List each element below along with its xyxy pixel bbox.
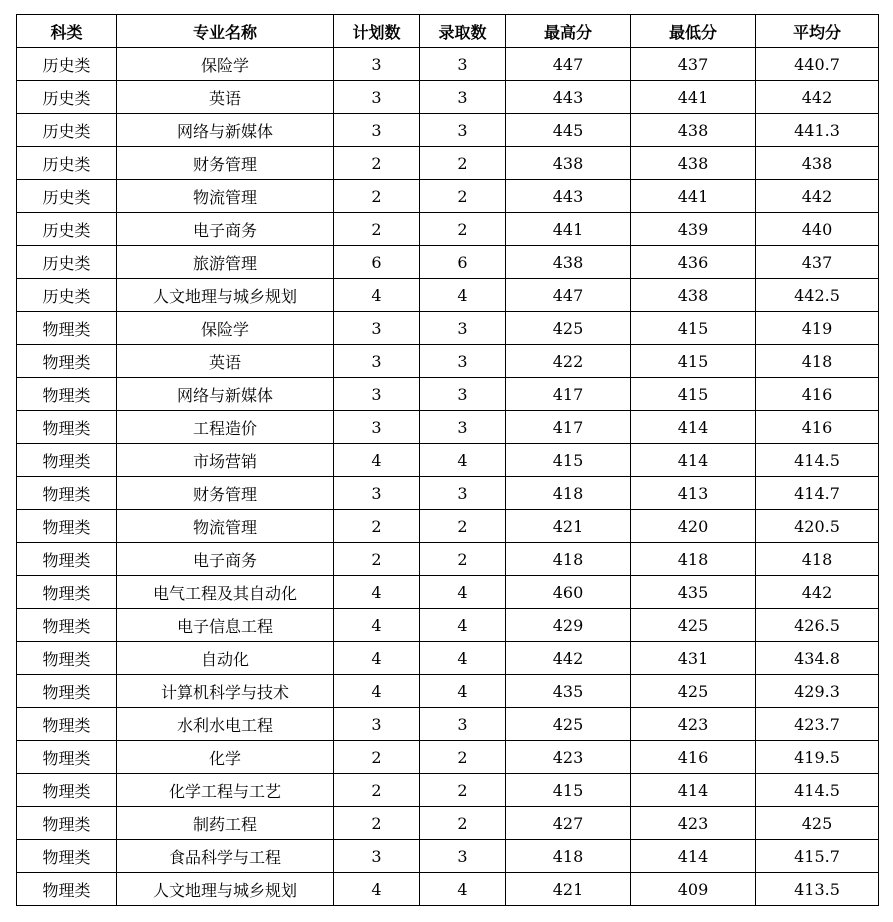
min-score-cell: 423 (631, 708, 756, 741)
major-cell: 电气工程及其自动化 (117, 576, 334, 609)
table-row (17, 477, 879, 510)
max-score-cell: 418 (506, 840, 631, 873)
table-row (17, 609, 879, 642)
avg-score-cell: 434.8 (756, 642, 879, 675)
avg-score-cell: 429.3 (756, 675, 879, 708)
avg-score-cell: 442 (756, 180, 879, 213)
max-score-cell: 438 (506, 147, 631, 180)
table-row (17, 378, 879, 411)
category-cell: 物理类 (17, 444, 117, 477)
category-cell: 历史类 (17, 114, 117, 147)
table-row (17, 543, 879, 576)
plan-count-cell: 3 (334, 81, 420, 114)
min-score-cell: 441 (631, 180, 756, 213)
admit-count-cell: 2 (420, 510, 506, 543)
avg-score-cell: 416 (756, 378, 879, 411)
major-cell: 英语 (117, 345, 334, 378)
min-score-cell: 438 (631, 147, 756, 180)
min-score-cell: 439 (631, 213, 756, 246)
table-row (17, 444, 879, 477)
max-score-cell: 417 (506, 378, 631, 411)
category-cell: 历史类 (17, 147, 117, 180)
major-cell: 人文地理与城乡规划 (117, 873, 334, 906)
header-max-score: 最高分 (506, 15, 631, 48)
major-cell: 工程造价 (117, 411, 334, 444)
category-cell: 物理类 (17, 642, 117, 675)
plan-count-cell: 2 (334, 213, 420, 246)
plan-count-cell: 2 (334, 741, 420, 774)
min-score-cell: 413 (631, 477, 756, 510)
max-score-cell: 415 (506, 774, 631, 807)
table-row (17, 180, 879, 213)
major-cell: 化学工程与工艺 (117, 774, 334, 807)
avg-score-cell: 426.5 (756, 609, 879, 642)
table-row (17, 741, 879, 774)
avg-score-cell: 418 (756, 543, 879, 576)
admit-count-cell: 2 (420, 213, 506, 246)
avg-score-cell: 440.7 (756, 48, 879, 81)
plan-count-cell: 3 (334, 708, 420, 741)
min-score-cell: 436 (631, 246, 756, 279)
major-cell: 制药工程 (117, 807, 334, 840)
max-score-cell: 417 (506, 411, 631, 444)
admit-count-cell: 2 (420, 180, 506, 213)
category-cell: 物理类 (17, 741, 117, 774)
admit-count-cell: 4 (420, 609, 506, 642)
admit-count-cell: 3 (420, 345, 506, 378)
avg-score-cell: 413.5 (756, 873, 879, 906)
avg-score-cell: 442 (756, 576, 879, 609)
plan-count-cell: 6 (334, 246, 420, 279)
plan-count-cell: 3 (334, 477, 420, 510)
category-cell: 物理类 (17, 609, 117, 642)
plan-count-cell: 2 (334, 510, 420, 543)
major-cell: 英语 (117, 81, 334, 114)
category-cell: 物理类 (17, 477, 117, 510)
category-cell: 物理类 (17, 840, 117, 873)
category-cell: 物理类 (17, 411, 117, 444)
table-row (17, 48, 879, 81)
avg-score-cell: 440 (756, 213, 879, 246)
major-cell: 财务管理 (117, 147, 334, 180)
admit-count-cell: 2 (420, 741, 506, 774)
min-score-cell: 414 (631, 840, 756, 873)
table-row (17, 774, 879, 807)
table-row (17, 873, 879, 906)
category-cell: 历史类 (17, 213, 117, 246)
min-score-cell: 414 (631, 411, 756, 444)
admit-count-cell: 4 (420, 642, 506, 675)
table-row (17, 246, 879, 279)
major-cell: 电子信息工程 (117, 609, 334, 642)
admit-count-cell: 4 (420, 675, 506, 708)
max-score-cell: 427 (506, 807, 631, 840)
category-cell: 历史类 (17, 246, 117, 279)
max-score-cell: 422 (506, 345, 631, 378)
plan-count-cell: 4 (334, 444, 420, 477)
header-min-score: 最低分 (631, 15, 756, 48)
major-cell: 网络与新媒体 (117, 378, 334, 411)
min-score-cell: 414 (631, 774, 756, 807)
major-cell: 电子商务 (117, 213, 334, 246)
max-score-cell: 425 (506, 708, 631, 741)
min-score-cell: 416 (631, 741, 756, 774)
category-cell: 物理类 (17, 312, 117, 345)
admit-count-cell: 3 (420, 378, 506, 411)
header-category: 科类 (17, 15, 117, 48)
category-cell: 物理类 (17, 774, 117, 807)
admit-count-cell: 2 (420, 543, 506, 576)
major-cell: 网络与新媒体 (117, 114, 334, 147)
major-cell: 人文地理与城乡规划 (117, 279, 334, 312)
max-score-cell: 438 (506, 246, 631, 279)
major-cell: 旅游管理 (117, 246, 334, 279)
avg-score-cell: 418 (756, 345, 879, 378)
min-score-cell: 409 (631, 873, 756, 906)
plan-count-cell: 4 (334, 279, 420, 312)
header-major: 专业名称 (117, 15, 334, 48)
table-row (17, 840, 879, 873)
admit-count-cell: 2 (420, 807, 506, 840)
header-admit-count: 录取数 (420, 15, 506, 48)
table-row (17, 642, 879, 675)
avg-score-cell: 420.5 (756, 510, 879, 543)
min-score-cell: 418 (631, 543, 756, 576)
major-cell: 财务管理 (117, 477, 334, 510)
table-row (17, 576, 879, 609)
plan-count-cell: 2 (334, 180, 420, 213)
major-cell: 物流管理 (117, 510, 334, 543)
max-score-cell: 447 (506, 48, 631, 81)
max-score-cell: 460 (506, 576, 631, 609)
header-avg-score: 平均分 (756, 15, 879, 48)
table-row (17, 312, 879, 345)
major-cell: 保险学 (117, 312, 334, 345)
admit-count-cell: 3 (420, 312, 506, 345)
avg-score-cell: 419 (756, 312, 879, 345)
admit-count-cell: 3 (420, 477, 506, 510)
category-cell: 物理类 (17, 576, 117, 609)
max-score-cell: 443 (506, 81, 631, 114)
table-row (17, 807, 879, 840)
category-cell: 历史类 (17, 48, 117, 81)
min-score-cell: 415 (631, 345, 756, 378)
min-score-cell: 415 (631, 378, 756, 411)
plan-count-cell: 4 (334, 642, 420, 675)
admit-count-cell: 6 (420, 246, 506, 279)
max-score-cell: 418 (506, 477, 631, 510)
plan-count-cell: 3 (334, 378, 420, 411)
table-row (17, 114, 879, 147)
plan-count-cell: 3 (334, 345, 420, 378)
table-row (17, 81, 879, 114)
max-score-cell: 421 (506, 510, 631, 543)
max-score-cell: 447 (506, 279, 631, 312)
max-score-cell: 443 (506, 180, 631, 213)
plan-count-cell: 4 (334, 576, 420, 609)
plan-count-cell: 3 (334, 411, 420, 444)
avg-score-cell: 441.3 (756, 114, 879, 147)
min-score-cell: 425 (631, 609, 756, 642)
plan-count-cell: 4 (334, 873, 420, 906)
avg-score-cell: 419.5 (756, 741, 879, 774)
max-score-cell: 418 (506, 543, 631, 576)
major-cell: 物流管理 (117, 180, 334, 213)
admit-count-cell: 3 (420, 840, 506, 873)
table-row (17, 213, 879, 246)
plan-count-cell: 4 (334, 609, 420, 642)
min-score-cell: 425 (631, 675, 756, 708)
avg-score-cell: 414.5 (756, 774, 879, 807)
major-cell: 市场营销 (117, 444, 334, 477)
admit-count-cell: 4 (420, 576, 506, 609)
category-cell: 物理类 (17, 345, 117, 378)
table-row (17, 510, 879, 543)
plan-count-cell: 2 (334, 543, 420, 576)
min-score-cell: 420 (631, 510, 756, 543)
plan-count-cell: 3 (334, 114, 420, 147)
category-cell: 物理类 (17, 675, 117, 708)
plan-count-cell: 2 (334, 774, 420, 807)
table-header (17, 15, 879, 48)
min-score-cell: 415 (631, 312, 756, 345)
category-cell: 历史类 (17, 180, 117, 213)
plan-count-cell: 2 (334, 147, 420, 180)
avg-score-cell: 423.7 (756, 708, 879, 741)
plan-count-cell: 2 (334, 807, 420, 840)
header-plan-count: 计划数 (334, 15, 420, 48)
avg-score-cell: 415.7 (756, 840, 879, 873)
table-body (17, 48, 879, 906)
avg-score-cell: 414.7 (756, 477, 879, 510)
category-cell: 物理类 (17, 708, 117, 741)
avg-score-cell: 438 (756, 147, 879, 180)
avg-score-cell: 425 (756, 807, 879, 840)
max-score-cell: 421 (506, 873, 631, 906)
min-score-cell: 431 (631, 642, 756, 675)
avg-score-cell: 416 (756, 411, 879, 444)
admission-score-table (16, 14, 879, 906)
category-cell: 物理类 (17, 510, 117, 543)
table-row (17, 147, 879, 180)
min-score-cell: 438 (631, 114, 756, 147)
min-score-cell: 423 (631, 807, 756, 840)
table-row (17, 279, 879, 312)
avg-score-cell: 442 (756, 81, 879, 114)
min-score-cell: 414 (631, 444, 756, 477)
admit-count-cell: 2 (420, 147, 506, 180)
admit-count-cell: 4 (420, 279, 506, 312)
category-cell: 物理类 (17, 873, 117, 906)
major-cell: 自动化 (117, 642, 334, 675)
category-cell: 物理类 (17, 543, 117, 576)
major-cell: 水利水电工程 (117, 708, 334, 741)
max-score-cell: 423 (506, 741, 631, 774)
avg-score-cell: 437 (756, 246, 879, 279)
major-cell: 计算机科学与技术 (117, 675, 334, 708)
max-score-cell: 442 (506, 642, 631, 675)
table-row (17, 411, 879, 444)
max-score-cell: 415 (506, 444, 631, 477)
admit-count-cell: 3 (420, 708, 506, 741)
min-score-cell: 435 (631, 576, 756, 609)
plan-count-cell: 3 (334, 840, 420, 873)
avg-score-cell: 414.5 (756, 444, 879, 477)
admit-count-cell: 3 (420, 411, 506, 444)
category-cell: 物理类 (17, 378, 117, 411)
major-cell: 食品科学与工程 (117, 840, 334, 873)
admit-count-cell: 3 (420, 81, 506, 114)
major-cell: 化学 (117, 741, 334, 774)
category-cell: 历史类 (17, 81, 117, 114)
admit-count-cell: 4 (420, 444, 506, 477)
admit-count-cell: 4 (420, 873, 506, 906)
min-score-cell: 441 (631, 81, 756, 114)
max-score-cell: 445 (506, 114, 631, 147)
major-cell: 电子商务 (117, 543, 334, 576)
admit-count-cell: 2 (420, 774, 506, 807)
plan-count-cell: 4 (334, 675, 420, 708)
min-score-cell: 438 (631, 279, 756, 312)
min-score-cell: 437 (631, 48, 756, 81)
category-cell: 物理类 (17, 807, 117, 840)
max-score-cell: 425 (506, 312, 631, 345)
plan-count-cell: 3 (334, 48, 420, 81)
avg-score-cell: 442.5 (756, 279, 879, 312)
header-row (17, 15, 879, 48)
plan-count-cell: 3 (334, 312, 420, 345)
category-cell: 历史类 (17, 279, 117, 312)
major-cell: 保险学 (117, 48, 334, 81)
table-row (17, 708, 879, 741)
admit-count-cell: 3 (420, 114, 506, 147)
table-row (17, 675, 879, 708)
max-score-cell: 435 (506, 675, 631, 708)
max-score-cell: 429 (506, 609, 631, 642)
max-score-cell: 441 (506, 213, 631, 246)
table-row (17, 345, 879, 378)
admit-count-cell: 3 (420, 48, 506, 81)
